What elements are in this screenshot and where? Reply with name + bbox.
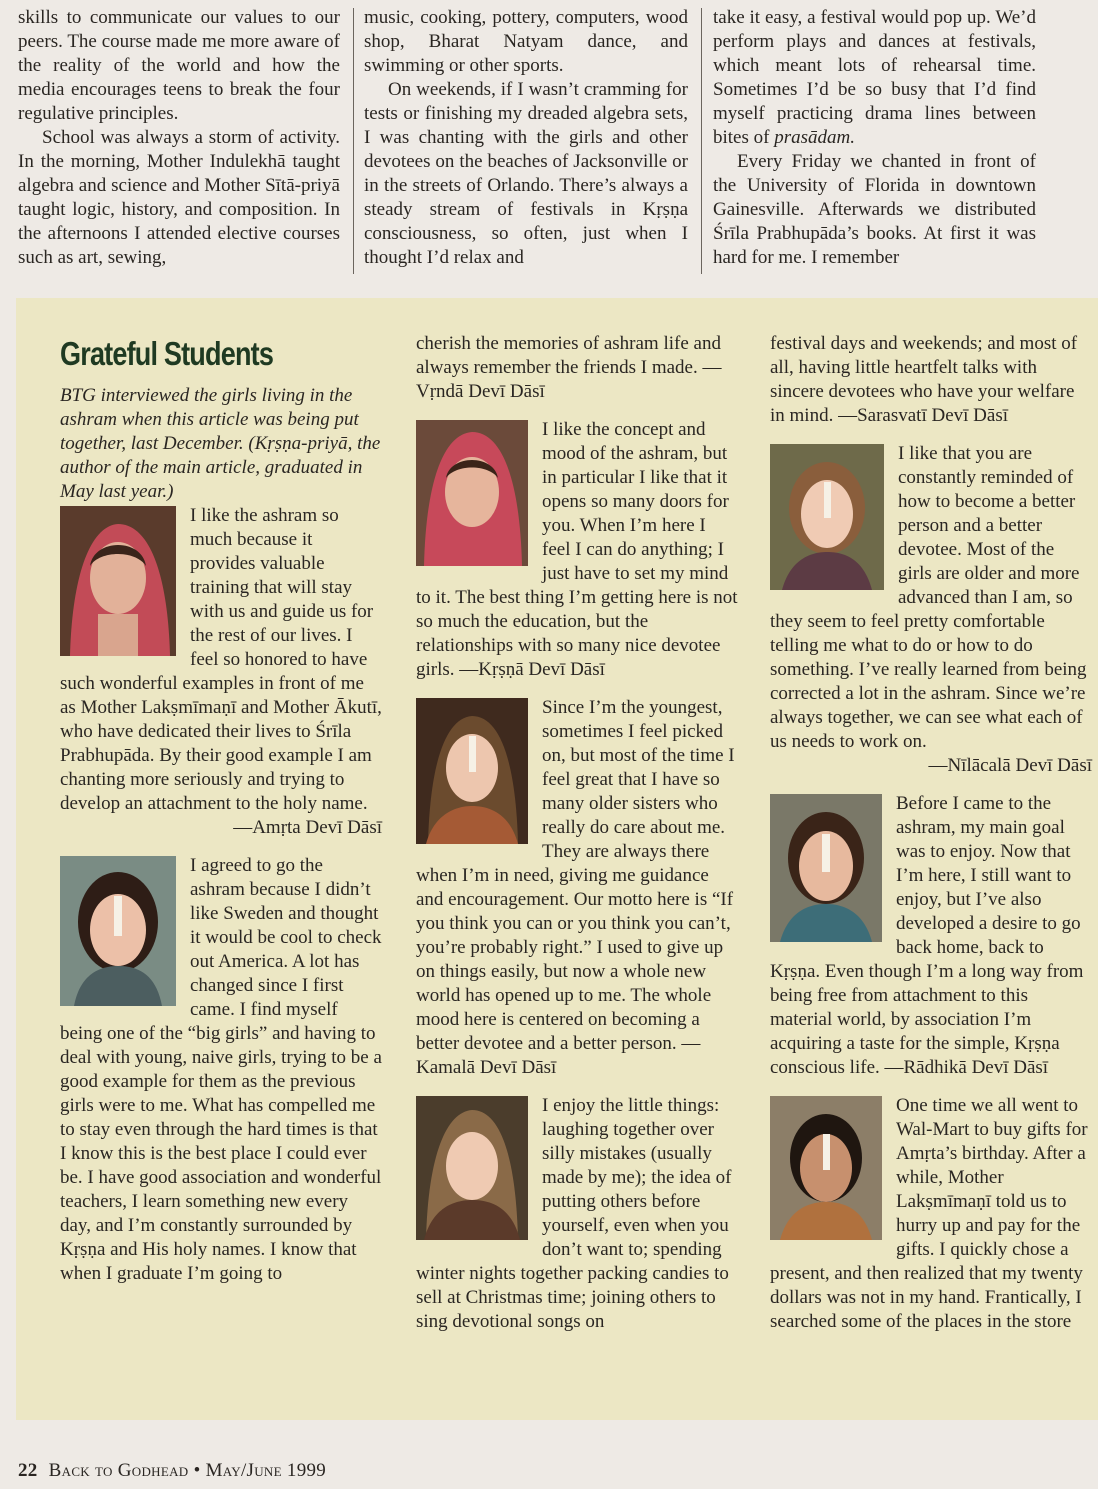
column-divider bbox=[353, 8, 354, 274]
student-photo bbox=[770, 444, 884, 590]
student-photo bbox=[770, 794, 882, 942]
testimonial-text: I like the ashram so much because it provides valuable training that will stay with us and guide us for the rest of our lives. I feel so honored to have such wonderful examples in front of me as Mother Lakṣmīmaṇī and Mother Ākutī, who have dedicated their lives to Śrīla Prabhupāda. By their good example I am chanting more seriously and trying to develop an attachment to the holy name. bbox=[60, 505, 382, 814]
magazine-name: Back to Godhead bbox=[48, 1460, 189, 1481]
page-number: 22 bbox=[18, 1460, 38, 1481]
testimonial-signature: —Amṛta Devī Dāsī bbox=[233, 817, 382, 838]
student-photo bbox=[60, 506, 176, 656]
issue-date: May/June 1999 bbox=[205, 1460, 327, 1481]
article-paragraph: Every Friday we chanted in front of the University of Florida in downtown Gainesville. Afterwards we distributed Śrīla Prabhupāda’s books. At first it was hard for me. I remember bbox=[713, 151, 1036, 268]
article-column-1 bbox=[18, 6, 340, 276]
testimonial bbox=[416, 418, 738, 682]
testimonial bbox=[770, 442, 1092, 778]
sidebar-title: Grateful Students bbox=[60, 335, 274, 372]
article-paragraph: skills to communicate our values to our peers. The course made me more aware of the reality of the world and how the media encourages teens to break the four regulative principles. bbox=[18, 7, 340, 124]
testimonial-text: festival days and weekends; and most of all, having little heartfelt talks with sincere devotees who have your welfare in mind. —Sarasvatī Devī Dāsī bbox=[770, 333, 1078, 426]
student-photo bbox=[60, 856, 176, 1006]
testimonial-text: One time we all went to Wal-Mart to buy gifts for Amṛta’s birthday. After a while, Mother Lakṣmīmaṇī told us to hurry up and pay for the gifts. I quickly chose a present, and then realized that my twenty dollars was not in my hand. Frantically, I searched some of the places in the store bbox=[770, 1095, 1088, 1332]
testimonial-text: Before I came to the ashram, my main goal was to enjoy. Now that I’m here, I still want to enjoy, but I’ve also developed a desire to go back home, back to Kṛṣṇa. Even though I’m a long way from being free from attachment to this material world, by association I’m acquiring a taste for the simple, Kṛṣṇa conscious life. —Rādhikā Devī Dāsī bbox=[770, 793, 1084, 1078]
italic-term: prasādam. bbox=[774, 127, 855, 148]
article-column-3 bbox=[713, 6, 1036, 276]
column-divider bbox=[701, 8, 702, 274]
testimonial bbox=[770, 792, 1092, 1080]
student-photo bbox=[416, 698, 528, 844]
testimonial bbox=[770, 332, 1092, 428]
student-photo bbox=[416, 1096, 528, 1240]
testimonial-signature: —Nīlācalā Devī Dāsī bbox=[928, 755, 1092, 776]
testimonial bbox=[416, 332, 738, 404]
testimonial bbox=[60, 854, 382, 1286]
testimonial-text: I agreed to go the ashram because I didn’t like Sweden and thought it would be cool to check out America. A lot has changed since I first came. I find myself being one of the “big girls” and having to deal with young, naive girls, trying to be a good example for them as the previous girls were to me. What has compelled me to stay even through the hard times is that I know this is the best place I could ever be. I have good association and wonderful teachers, I learn something new every day, and I’m constantly surrounded by Kṛṣṇa and His holy names. I know that when I graduate I’m going to bbox=[60, 855, 382, 1284]
testimonial bbox=[770, 1094, 1092, 1334]
sidebar-column-3 bbox=[770, 332, 1092, 1348]
testimonial bbox=[416, 696, 738, 1080]
sidebar-intro: BTG interviewed the girls living in the ashram when this article was being put together, last December. (Kṛṣṇa-priyā, the author of the main article, graduated in May last year.) bbox=[60, 385, 381, 502]
article-paragraph: School was always a storm of activity. In the morning, Mother Indulekhā taught algebra and science and Mother Sītā-priyā taught logic, history, and composition. In the afternoons I attended elective courses such as art, sewing, bbox=[18, 127, 340, 268]
student-photo bbox=[770, 1096, 882, 1240]
testimonial-text: I like that you are constantly reminded of how to become a better person and a better devotee. Most of the girls are older and more advanced than I am, so they seem to feel pretty comfortable telling me what to do or how to do something. I’ve really learned from being corrected a lot in the ashram. Since we’re always together, we can see what each of us needs to work on. bbox=[770, 443, 1087, 752]
article-paragraph: On weekends, if I wasn’t cramming for tests or finishing my dreaded algebra sets, I was chanting with the girls and other devotees on the beaches of Jacksonville or in the streets of Orlando. There’s always a steady stream of festivals in Kṛṣṇa consciousness, so often, just when I thought I’d relax and bbox=[364, 79, 688, 268]
testimonial bbox=[60, 504, 382, 840]
sidebar-column-1 bbox=[60, 332, 382, 1300]
testimonial-text: cherish the memories of ashram life and always remember the friends I made. —Vṛndā Devī Dāsī bbox=[416, 333, 722, 402]
testimonial-text: I enjoy the little things: laughing together over silly mistakes (usually made by me); the idea of putting others before yourself, even when you don’t want to; spending winter nights together packing candies to sell at Christmas time; joining others to sing devotional songs on bbox=[416, 1095, 732, 1332]
page-footer bbox=[18, 1460, 326, 1482]
testimonial-text: I like the concept and mood of the ashram, but in particular I like that it opens so many doors for you. When I’m here I feel I can do anything; I just have to set my mind to it. The best thing I’m getting here is not so much the education, but the relationships with so many nice devotee girls. —Kṛṣṇā Devī Dāsī bbox=[416, 419, 738, 680]
testimonial-text: Since I’m the youngest, sometimes I feel picked on, but most of the time I feel great that I have so many older sisters who really do care about me. They are always there when I’m in need, giving me guidance and encouragement. Our motto here is “If you think you can or you think you can’t, you’re probably right.” I used to give up on things easily, but now a whole new world has opened up to me. The whole mood here is centered on becoming a better devotee and a better person. —Kamalā Devī Dāsī bbox=[416, 697, 735, 1078]
grateful-students-sidebar bbox=[16, 298, 1098, 1420]
article-column-2 bbox=[364, 6, 688, 276]
student-photo bbox=[416, 420, 528, 566]
article-paragraph: take it easy, a festival would pop up. We’d perform plays and dances at festivals, which meant lots of rehearsal time. Sometimes I’d be so busy that I’d find myself practicing drama lines between bites of prasādam. bbox=[713, 7, 1036, 148]
sidebar-column-2 bbox=[416, 332, 738, 1348]
footer-separator: • bbox=[193, 1460, 201, 1481]
testimonial bbox=[416, 1094, 738, 1334]
article-paragraph: music, cooking, pottery, computers, wood shop, Bharat Natyam dance, and swimming or other sports. bbox=[364, 7, 688, 76]
